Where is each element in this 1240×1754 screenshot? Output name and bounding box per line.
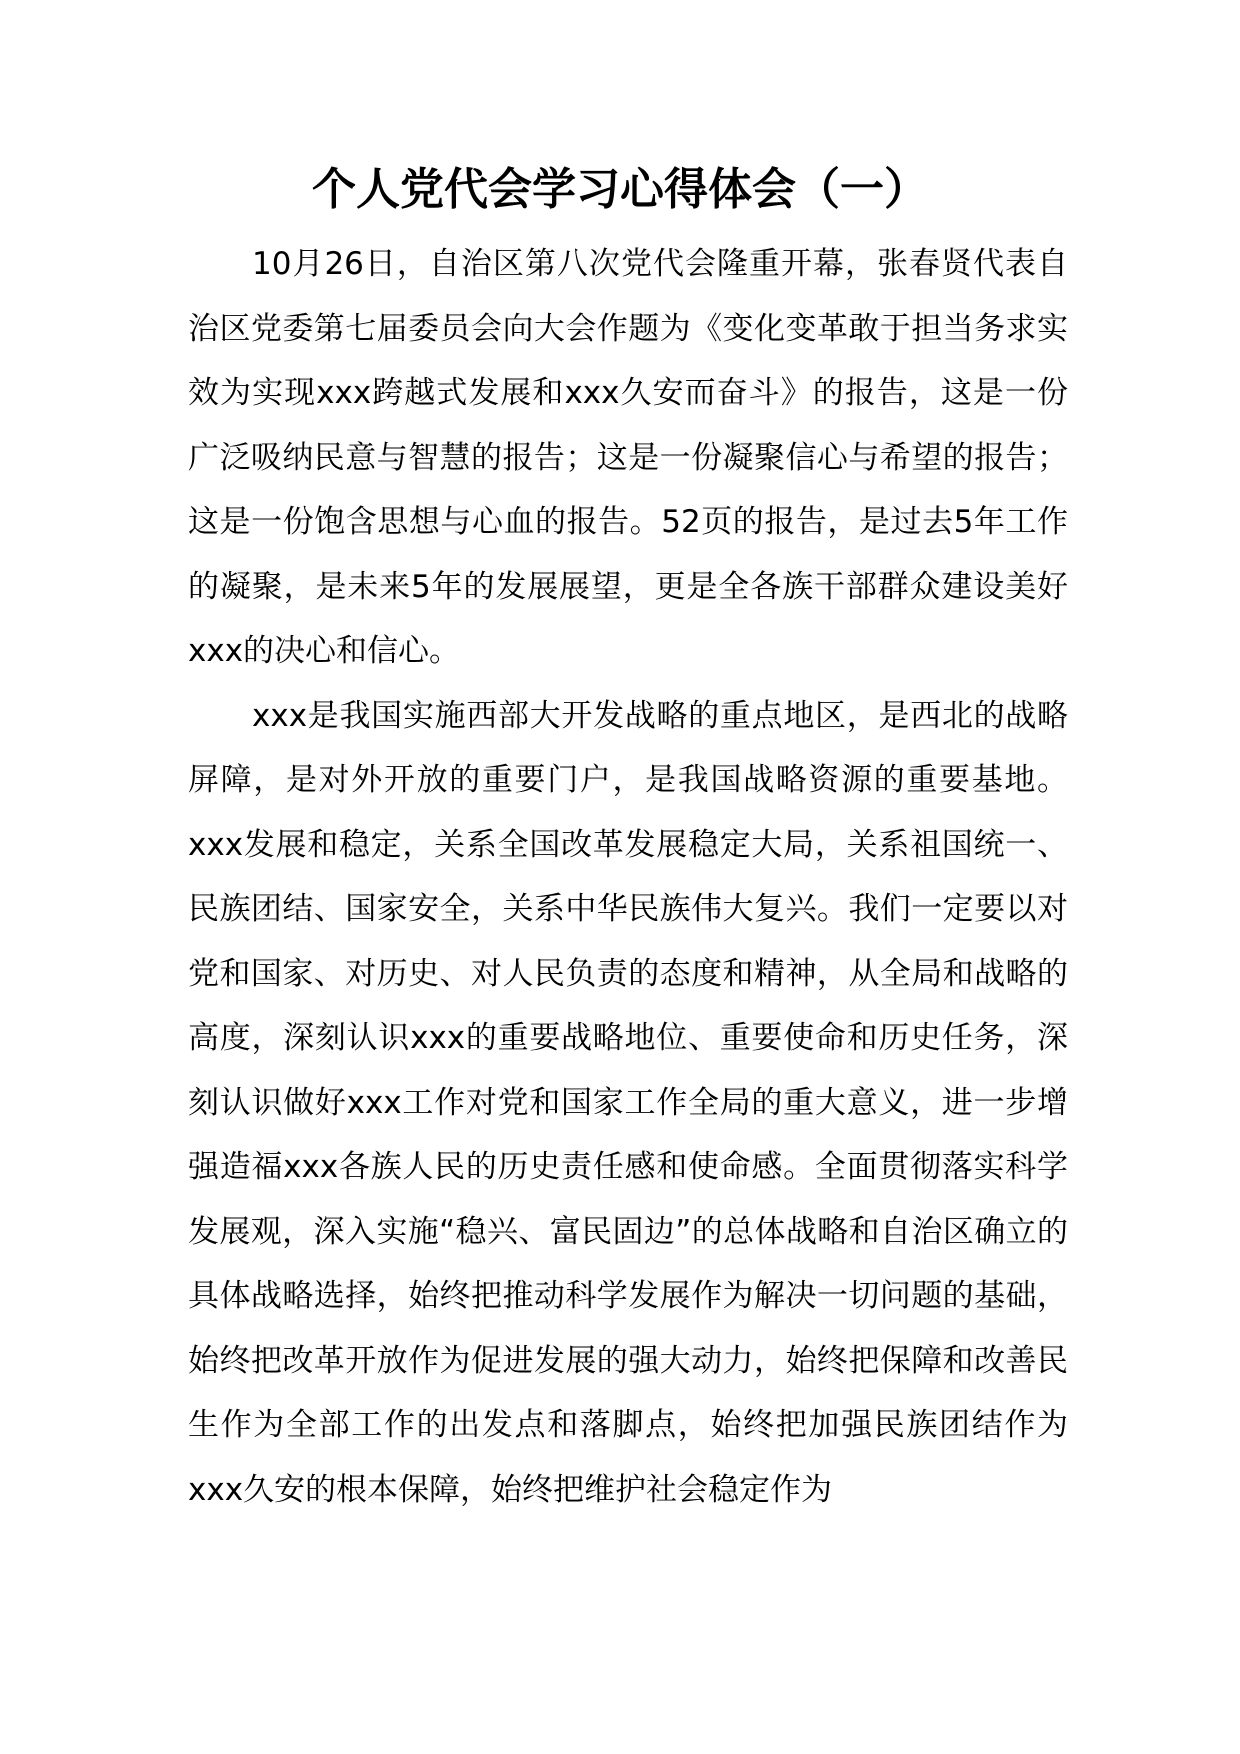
document-body xyxy=(188,232,1068,1522)
paragraph-2: xxx是我国实施西部大开发战略的重点地区，是西北的战略屏障，是对外开放的重要门户，是我国战略资源的重要基地。xxx发展和稳定，关系全国改革发展稳定大局，关系祖国统一、民族团结、国家安全，关系中华民族伟大复兴。我们一定要以对党和国家、对历史、对人民负责的态度和精神，从全局和战略的高度，深刻认识xxx的重要战略地位、重要使命和历史任务，深刻认识做好xxx工作对党和国家工作全局的重大意义，进一步增强造福xxx各族人民的历史责任感和使命感。全面贯彻落实科学发展观，深入实施“稳兴、富民固边”的总体战略和自治区确立的具体战略选择，始终把推动科学发展作为解决一切问题的基础，始终把改革开放作为促进发展的强大动力，始终把保障和改善民生作为全部工作的出发点和落脚点，始终把加强民族团结作为xxx久安的根本保障，始终把维护社会稳定作为 xyxy=(188,697,1068,1508)
document-title: 个人党代会学习心得体会（一） xyxy=(312,164,928,215)
paragraph-1: 10月26日，自治区第八次党代会隆重开幕，张春贤代表自治区党委第七届委员会向大会作题为《变化变革敢于担当务求实效为实现xxx跨越式发展和xxx久安而奋斗》的报告，这是一份广泛吸纳民意与智慧的报告；这是一份凝聚信心与希望的报告；这是一份饱含思想与心血的报告。52页的报告，是过去5年工作的凝聚，是未来5年的发展展望，更是全各族干部群众建设美好xxx的决心和信心。 xyxy=(188,246,1068,669)
